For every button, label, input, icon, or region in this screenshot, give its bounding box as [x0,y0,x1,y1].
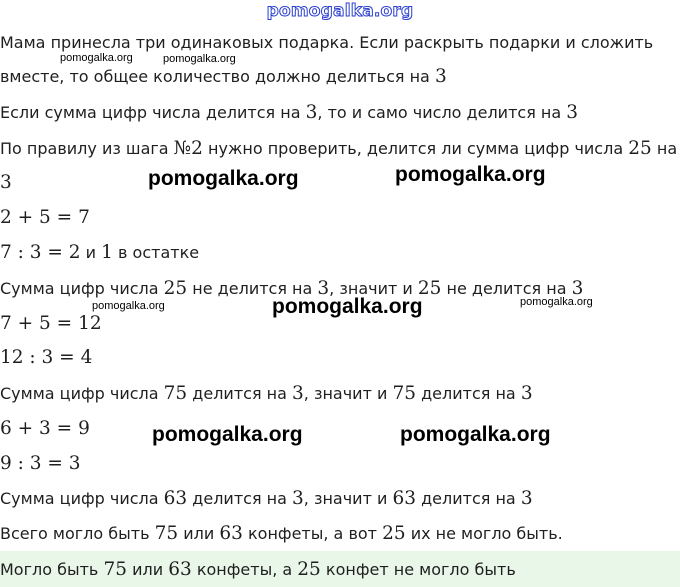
watermark-text: pomogalka.org [163,53,236,65]
watermark-text: pomogalka.org [272,295,423,318]
math-expression: 2 + 5 = 7 [0,207,90,228]
math-number: 3 [305,102,318,123]
text-segment: Сумма цифр числа [0,279,164,298]
equation-digit-sum-25 [0,208,90,228]
math-number: 75 [154,523,179,544]
math-number: 25 [417,278,442,299]
math-number: 63 [168,559,192,580]
text-segment: или [126,560,169,579]
summary [0,524,563,544]
math-number: 63 [219,523,243,544]
text-segment: Если сумма цифр числа делится на [0,103,306,122]
math-number: 1 [101,242,113,263]
conclusion-75 [0,384,533,404]
text-segment: вместе, то общее количество должно делиться на [0,67,435,86]
watermark-text: pomogalka.org [92,300,165,312]
equation-digit-sum-75 [0,314,102,334]
math-expression: 12 : 3 = 4 [0,347,93,368]
divisibility-rule [0,103,578,123]
watermark-text: pomogalka.org [152,423,303,446]
math-number: 3 [292,383,304,404]
math-number: 63 [163,488,188,509]
watermark-text: pomogalka.org [400,423,551,446]
text-segment: Могло быть [0,560,104,579]
text-segment: Сумма цифр числа [0,489,164,508]
watermark-text: pomogalka.org [148,167,299,190]
text-segment: , то и само число делится на [317,103,567,122]
math-number: 3 [566,102,579,123]
text-segment: делится на [187,489,292,508]
text-segment: на [651,139,678,158]
text-segment: не делится на [187,279,318,298]
text-segment: или [178,524,220,543]
math-number: 3 [434,66,447,87]
math-expression: 7 : 3 = 2 [0,242,81,263]
text-segment: их не могло быть. [405,524,563,543]
watermark-text: pomogalka.org [395,163,546,186]
math-number: 3 [520,488,533,509]
conclusion-63 [0,489,533,509]
math-number: 25 [297,559,321,580]
math-number: 75 [392,383,417,404]
text-segment: конфеты, а вот [242,524,383,543]
math-expression: 9 : 3 = 3 [0,453,81,474]
math-number: 63 [392,488,417,509]
math-expression: 6 + 3 = 9 [0,418,90,439]
equation-division-9 [0,454,81,474]
watermark-text: pomogalka.org [520,296,593,308]
text-segment: делится на [416,489,521,508]
text-segment: конфет не могло быть [320,560,516,579]
problem-statement-line-2 [0,67,447,87]
math-number: 3 [520,383,533,404]
final-answer [0,560,516,580]
equation-division-7 [0,243,199,263]
text-segment: По правилу из шага [0,139,174,158]
math-number: №2 [173,138,203,159]
text-segment: и [80,243,102,262]
text-segment: в остатке [112,243,200,262]
math-number: 3 [317,278,330,299]
math-number: 75 [163,383,188,404]
math-expression: 7 + 5 = 12 [0,313,102,334]
math-number: 3 [0,172,12,193]
text-segment: конфеты, а [191,560,298,579]
text-segment: Мама принесла три одинаковых подарка. Если раскрыть подарки и сложить [0,33,654,52]
math-number: 75 [103,559,127,580]
text-segment: нужно проверить, делится ли сумма цифр числа [202,139,629,158]
text-segment: , значит и [303,384,393,403]
text-segment: Всего могло быть [0,524,155,543]
text-segment: , значит и [329,279,418,298]
check-instruction [0,139,677,159]
check-instruction-continued [0,173,12,193]
math-number: 3 [571,278,584,299]
site-logo[interactable]: pomogalka.org [266,1,414,21]
text-segment: Сумма цифр числа [0,384,164,403]
watermark-text: pomogalka.org [60,52,133,64]
equation-digit-sum-63 [0,419,90,439]
problem-statement-line-1 [0,33,653,53]
math-number: 3 [292,488,304,509]
text-segment: делится на [187,384,292,403]
text-segment: делится на [416,384,521,403]
equation-division-12 [0,348,92,368]
math-number: 25 [163,278,188,299]
math-number: 25 [628,138,652,159]
text-segment: , значит и [303,489,393,508]
math-number: 25 [382,523,406,544]
text-segment: не делится на [441,279,572,298]
